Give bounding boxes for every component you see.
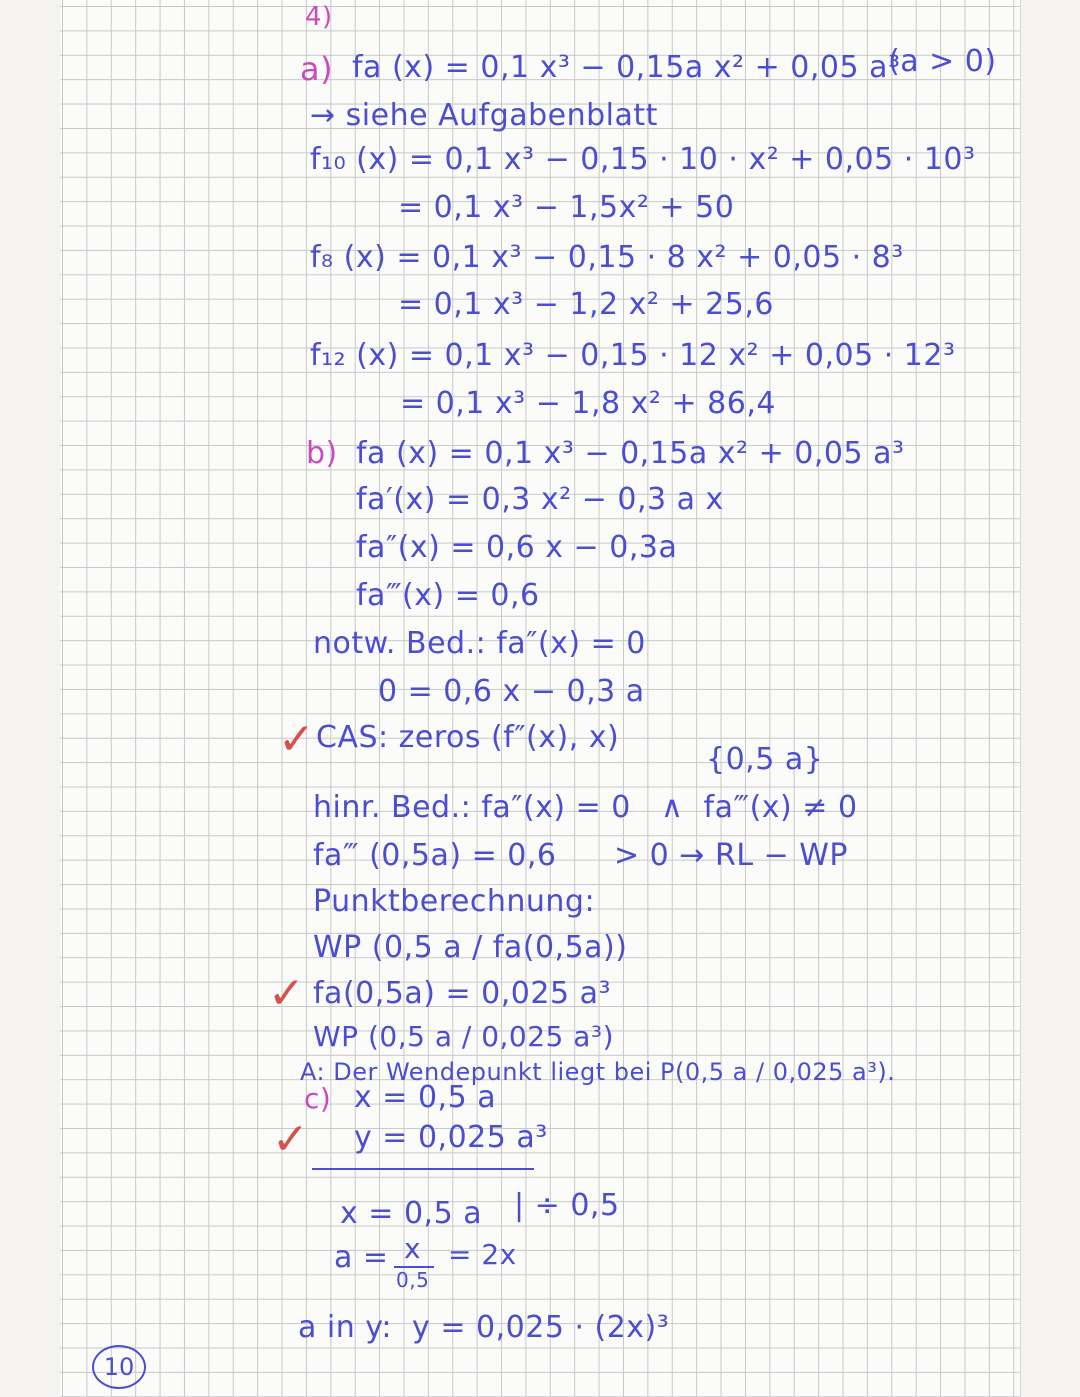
check-result: > 0 → RL − WP xyxy=(614,838,848,873)
f12-line2: = 0,1 x³ − 1,8 x² + 86,4 xyxy=(400,386,776,421)
solve-operation: | ÷ 0,5 xyxy=(514,1188,620,1223)
substitution: a in y: y = 0,025 · (2x)³ xyxy=(298,1310,670,1345)
part-a-function: fa (x) = 0,1 x³ − 0,15a x² + 0,05 a³ xyxy=(352,50,901,85)
a-rhs: = 2x xyxy=(448,1238,517,1271)
part-a-label: a) xyxy=(300,50,334,88)
f10-line2: = 0,1 x³ − 1,5x² + 50 xyxy=(398,190,735,225)
turning-point-general: WP (0,5 a / fa(0,5a)) xyxy=(313,930,628,965)
check-mark-1: ✓ xyxy=(278,714,315,765)
part-b-function: fa (x) = 0,1 x³ − 0,15a x² + 0,05 a³ xyxy=(356,436,905,471)
y-equation: y = 0,025 a³ xyxy=(354,1120,548,1155)
f10-line1: f₁₀ (x) = 0,1 x³ − 0,15 · 10 · x² + 0,05 · 10³ xyxy=(310,142,976,177)
part-a-condition: (a > 0) xyxy=(888,44,997,79)
check-mark-2: ✓ xyxy=(268,968,305,1019)
page-number: 10 xyxy=(103,1353,135,1381)
necessary-condition: notw. Bed.: fa″(x) = 0 xyxy=(313,626,646,661)
f12-line1: f₁₂ (x) = 0,1 x³ − 0,15 · 12 x² + 0,05 · 12³ xyxy=(310,338,956,373)
third-derivative-check: fa‴ (0,5a) = 0,6 xyxy=(313,838,557,873)
answer-sentence: A: Der Wendepunkt liegt bei P(0,5 a / 0,025 a³). xyxy=(300,1058,896,1086)
solve-x: x = 0,5 a xyxy=(340,1196,483,1231)
fraction-numerator: x xyxy=(404,1232,422,1265)
sufficient-condition: hinr. Bed.: fa″(x) = 0 ∧ fa‴(x) ≠ 0 xyxy=(313,790,858,825)
condition-equation: 0 = 0,6 x − 0,3 a xyxy=(378,674,645,709)
first-derivative: fa′(x) = 0,3 x² − 0,3 a x xyxy=(356,482,724,517)
f8-line1: f₈ (x) = 0,1 x³ − 0,15 · 8 x² + 0,05 · 8³ xyxy=(310,240,904,275)
point-calculation-heading: Punktberechnung: xyxy=(313,884,596,919)
part-b-label: b) xyxy=(306,436,338,471)
cas-command: CAS: zeros (f″(x), x) xyxy=(316,720,620,755)
x-equation: x = 0,5 a xyxy=(354,1080,497,1115)
f8-line2: = 0,1 x³ − 1,2 x² + 25,6 xyxy=(398,287,774,322)
a-lhs: a = xyxy=(334,1240,389,1275)
fraction-denominator: 0,5 xyxy=(396,1268,430,1292)
separator-line xyxy=(312,1168,534,1170)
cas-result: {0,5 a} xyxy=(706,742,824,777)
second-derivative: fa″(x) = 0,6 x − 0,3a xyxy=(356,530,678,565)
turning-point-result: WP (0,5 a / 0,025 a³) xyxy=(313,1020,615,1053)
part-c-label: c) xyxy=(304,1082,332,1115)
check-mark-3: ✓ xyxy=(272,1114,309,1165)
page-number-circle xyxy=(92,1345,146,1389)
third-derivative: fa‴(x) = 0,6 xyxy=(356,578,540,613)
task-number: 4) xyxy=(305,2,333,32)
function-value: fa(0,5a) = 0,025 a³ xyxy=(313,976,611,1011)
part-a-note: → siehe Aufgabenblatt xyxy=(310,98,658,133)
